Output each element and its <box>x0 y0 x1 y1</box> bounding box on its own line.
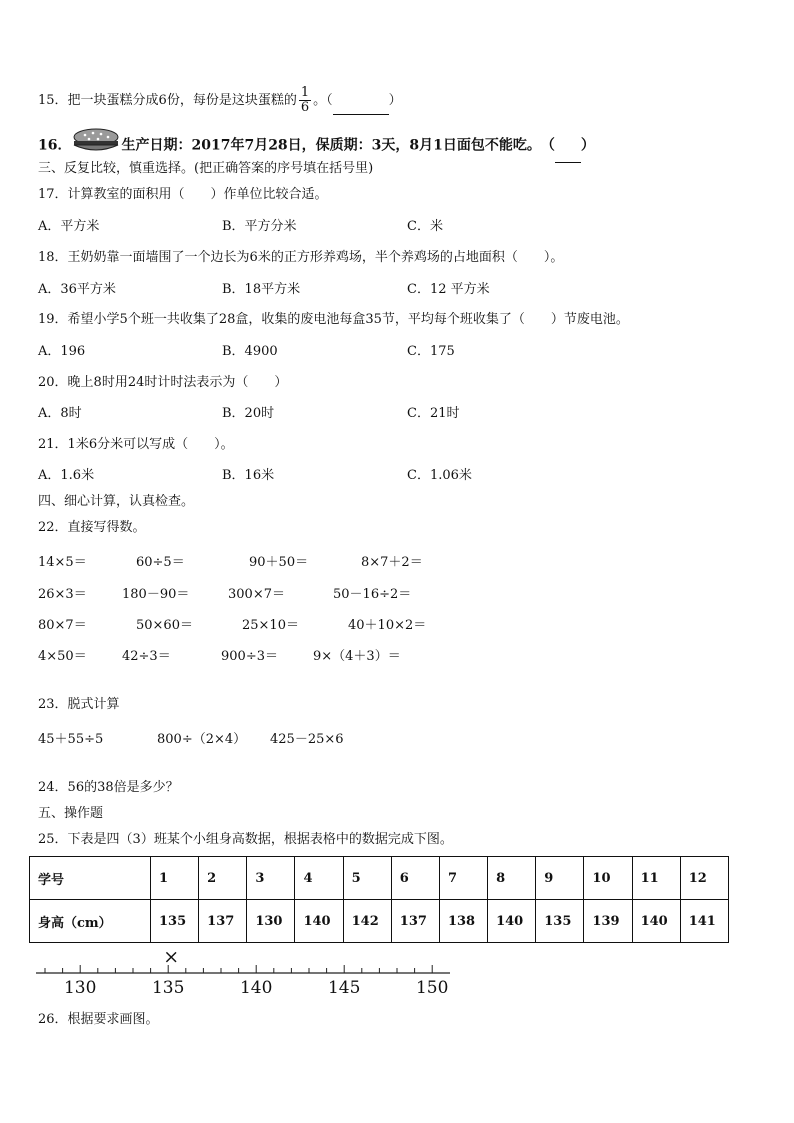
table-cell: 137 <box>391 900 439 943</box>
fraction-numerator: 1 <box>300 85 310 100</box>
question-21: 21．1米6分米可以写成（ ）。 <box>38 437 234 452</box>
fraction-denominator: 6 <box>300 100 310 115</box>
calc-item: 40＋10×2＝ <box>348 618 427 633</box>
table-cell: 3 <box>247 857 295 900</box>
option-a[interactable]: A．8时 <box>38 406 82 421</box>
axis-tick-label: 140 <box>239 978 273 998</box>
calc-item: 425－25×6 <box>270 732 344 747</box>
table-header: 学号 <box>30 857 151 900</box>
option-a[interactable]: A．平方米 <box>38 219 100 234</box>
table-cell: 140 <box>295 900 343 943</box>
table-cell: 135 <box>151 900 199 943</box>
table-cell: 140 <box>488 900 536 943</box>
question-17: 17．计算教室的面积用（ ）作单位比较合适。 <box>38 187 328 202</box>
table-cell: 7 <box>439 857 487 900</box>
table-cell: 138 <box>439 900 487 943</box>
calc-item: 26×3＝ <box>38 587 87 602</box>
answer-bracket-close: ） <box>388 93 402 108</box>
bread-icon <box>71 128 121 163</box>
calc-item: 800÷（2×4） <box>157 732 247 747</box>
table-cell: 142 <box>343 900 391 943</box>
option-b[interactable]: B．16米 <box>222 468 275 483</box>
table-cell: 10 <box>584 857 632 900</box>
calc-item: 9×（4＋3）＝ <box>313 649 401 664</box>
calc-item: 8×7＋2＝ <box>361 555 423 570</box>
question-22: 22．直接写得数。 <box>38 520 146 535</box>
calc-item: 25×10＝ <box>242 618 299 633</box>
table-cell: 2 <box>199 857 247 900</box>
calc-item: 900÷3＝ <box>221 649 278 664</box>
table-cell: 135 <box>536 900 584 943</box>
question-16-number: 16． <box>38 137 72 154</box>
question-16-text: 生产日期：2017年7月28日，保质期：3天，8月1日面包不能吃。 （ <box>121 137 555 154</box>
option-c[interactable]: C．21时 <box>407 406 460 421</box>
option-b[interactable]: B．平方分米 <box>222 219 297 234</box>
option-b[interactable]: B．20时 <box>222 406 275 421</box>
option-b[interactable]: B．18平方米 <box>222 282 301 297</box>
answer-blank[interactable] <box>555 150 581 163</box>
table-cell: 8 <box>488 857 536 900</box>
option-b[interactable]: B．4900 <box>222 344 278 359</box>
table-cell: 6 <box>391 857 439 900</box>
calc-item: 60÷5＝ <box>136 555 185 570</box>
table-cell: 1 <box>151 857 199 900</box>
option-c[interactable]: C．1.06米 <box>407 468 472 483</box>
calc-item: 4×50＝ <box>38 649 87 664</box>
calc-item: 45＋55÷5 <box>38 732 104 747</box>
calc-item: 50×60＝ <box>136 618 193 633</box>
option-c[interactable]: C．米 <box>407 219 443 234</box>
question-19: 19．希望小学5个班一共收集了28盒，收集的废电池每盒35节，平均每个班收集了（ ）节废电池。 <box>38 312 629 327</box>
calc-item: 50－16÷2＝ <box>333 587 412 602</box>
table-cell: 139 <box>584 900 632 943</box>
option-a[interactable]: A．36平方米 <box>38 282 116 297</box>
table-cell: 11 <box>632 857 680 900</box>
table-cell: 12 <box>680 857 728 900</box>
table-cell: 140 <box>632 900 680 943</box>
table-cell: 137 <box>199 900 247 943</box>
table-cell: 9 <box>536 857 584 900</box>
section-3-heading: 三、反复比较，慎重选择。(把正确答案的序号填在括号里) <box>38 161 374 176</box>
question-15 <box>38 85 402 115</box>
question-26: 26．根据要求画图。 <box>38 1012 159 1027</box>
calc-item: 80×7＝ <box>38 618 87 633</box>
answer-bracket-open: 。（ <box>313 93 333 108</box>
question-15-text: 15．把一块蛋糕分成6份，每份是这块蛋糕的 <box>38 93 297 108</box>
calc-item: 300×7＝ <box>228 587 285 602</box>
table-row-ids <box>30 857 729 900</box>
axis-tick-label: 130 <box>63 978 97 998</box>
question-18: 18．王奶奶靠一面墙围了一个边长为6米的正方形养鸡场，半个养鸡场的占地面积（ ）。 <box>38 250 564 265</box>
calc-item: 180－90＝ <box>122 587 190 602</box>
question-16 <box>38 128 595 154</box>
calc-item: 14×5＝ <box>38 555 87 570</box>
axis-tick-label: 135 <box>151 978 185 998</box>
calc-item: 90＋50＝ <box>249 555 309 570</box>
table-cell: 130 <box>247 900 295 943</box>
answer-blank[interactable] <box>333 102 389 115</box>
table-header: 身高（cm） <box>30 900 151 943</box>
question-24: 24．56的38倍是多少？ <box>38 780 179 795</box>
question-20: 20．晚上8时用24时计时法表示为（ ） <box>38 375 288 390</box>
option-a[interactable]: A．1.6米 <box>38 468 95 483</box>
fraction <box>299 86 311 115</box>
axis-tick-label: 150 <box>415 978 449 998</box>
option-a[interactable]: A．196 <box>38 344 86 359</box>
question-25: 25．下表是四（3）班某个小组身高数据，根据表格中的数据完成下图。 <box>38 832 453 847</box>
table-cell: 5 <box>343 857 391 900</box>
question-23: 23．脱式计算 <box>38 697 120 712</box>
calc-item: 42÷3＝ <box>122 649 171 664</box>
answer-bracket-close: ） <box>580 137 595 154</box>
option-c[interactable]: C．175 <box>407 344 455 359</box>
cross-mark: × <box>163 946 180 968</box>
section-4-heading: 四、细心计算，认真检查。 <box>38 494 195 509</box>
section-5-heading: 五、操作题 <box>38 806 104 821</box>
height-table <box>29 856 729 943</box>
number-line <box>30 945 460 1000</box>
option-c[interactable]: C．12 平方米 <box>407 282 490 297</box>
axis-tick-label: 145 <box>327 978 361 998</box>
table-cell: 141 <box>680 900 728 943</box>
table-row-heights <box>30 900 729 943</box>
table-cell: 4 <box>295 857 343 900</box>
